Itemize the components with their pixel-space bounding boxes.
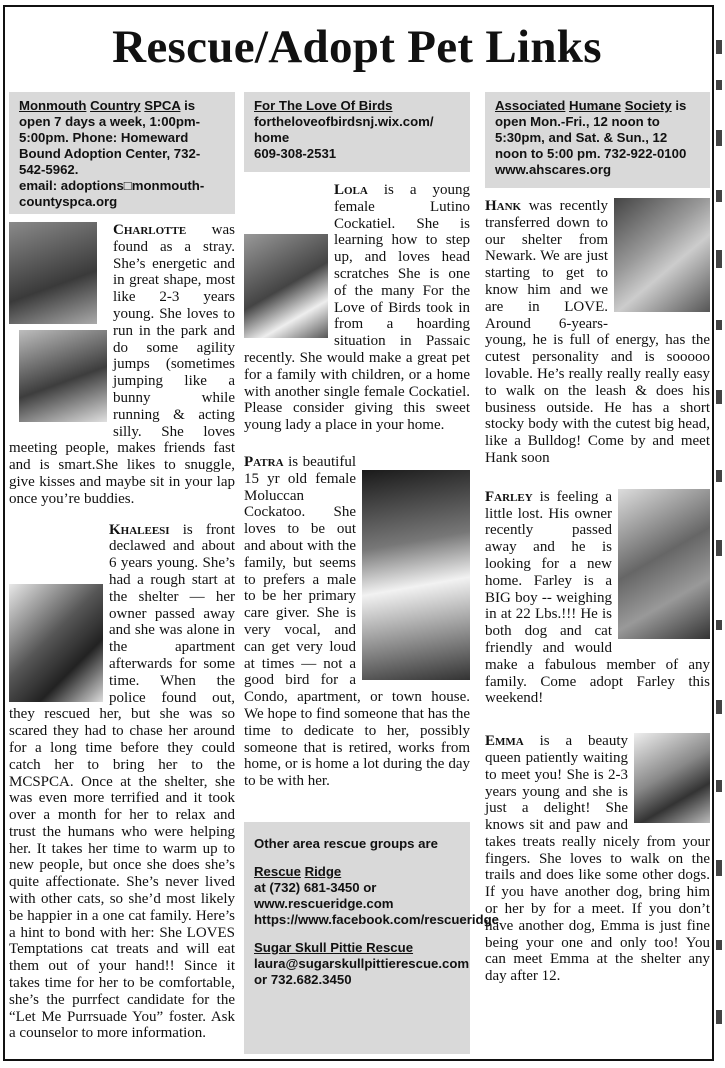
birds-phone: 609-308-2531 bbox=[254, 146, 337, 161]
hank-text: was recently transferred down to our shelter from Newark. We are just starting to get to know him and we are in LOVE. Around 6-years-young, he is full of energy, has the cutest personality and is sooooo lovable. He’s really really really easy to walk on the leash & does his business outside. He has a short stocky body with the cutest big head, like a Bulldog! Come by and meet Hank soon bbox=[485, 198, 710, 466]
emma-name: Emma bbox=[485, 733, 524, 750]
charlotte-name: Charlotte bbox=[113, 222, 187, 238]
farley-name: Farley bbox=[485, 488, 533, 505]
column-monmouth bbox=[9, 92, 235, 1042]
monmouth-org-name[interactable]: Monmouth bbox=[19, 98, 87, 113]
patra-photo bbox=[362, 470, 470, 680]
rescue-ridge-contact[interactable]: at (732) 681-3450 or www.rescueridge.com https://www.facebook.com/rescueridge bbox=[254, 880, 499, 927]
emma-text: is a beauty queen patiently waiting to meet you! She is 2-3 years young and she is just a delight! She knows sit and paw and takes treats really nicely from your fingers. She loves to walk on the trails and does like some other dogs. If you have another dog, bring him or her by for a meet. If you don’t have another dog, Emma is just fine being your one and only too! You can meet Emma at the shelter any day after 12. bbox=[485, 733, 710, 985]
charlotte-text: was found as a stray. She’s energetic and in great shape, most like 2-3 years young. She loves to run in the park and do some agility jumps (sometimes jumping like a bunny while running & acting silly. She loves meeting people, makes friends fast and is smart.She likes to snuggle, give kisses and maybe sit in your lap once you’re buddies. bbox=[9, 222, 235, 507]
sugar-skull-contact[interactable]: laura@sugarskullpittierescue.com or 732.682.3450 bbox=[254, 956, 470, 987]
other-groups-heading: Other area rescue groups are bbox=[254, 836, 438, 851]
monmouth-info-box bbox=[9, 92, 235, 214]
monmouth-org-name-3[interactable]: SPCA bbox=[144, 98, 181, 113]
emma-photo bbox=[634, 733, 710, 823]
khaleesi-name: Khaleesi bbox=[109, 521, 170, 538]
story-emma bbox=[485, 733, 710, 985]
story-farley bbox=[485, 489, 710, 707]
birds-info-box bbox=[244, 92, 470, 172]
hank-photo bbox=[614, 198, 710, 312]
ahs-info-box bbox=[485, 92, 710, 188]
other-groups-box bbox=[244, 822, 499, 1054]
lola-photo bbox=[244, 234, 328, 338]
patra-name: Patra bbox=[244, 453, 284, 470]
column-birds bbox=[244, 92, 499, 987]
page-title: Rescue/Adopt Pet Links bbox=[112, 21, 602, 73]
rescue-ridge-name-2[interactable]: Ridge bbox=[304, 864, 342, 879]
column-ahs bbox=[485, 92, 710, 985]
khaleesi-photo bbox=[9, 584, 103, 702]
ahs-org-name[interactable]: Associated bbox=[495, 98, 566, 113]
page-edge-strip bbox=[714, 0, 725, 1068]
lola-name: Lola bbox=[334, 182, 368, 198]
monmouth-hours: is open 7 days a week, 1:00pm-5:00pm. Phone: Homeward Bound Adoption Center, 732-542-5962. bbox=[19, 98, 201, 177]
farley-text: is feeling a little lost. His owner recently passed away and he is looking for a new home. Farley is a BIG boy -- weighing in at 22 Lbs.!!! He is both dog and cat friendly and would make a fabulous member of any family. Come adopt Farley this weekend! bbox=[485, 488, 710, 707]
ahs-hours: is open Mon.-Fri., 12 noon to 5:30pm, and Sat. & Sun., 12 noon to 5:00 pm. 732-922-0100 www.ahscares.org bbox=[495, 98, 687, 177]
khaleesi-text: is front declawed and about 6 years young. She’s had a rough start at the shelter — her owner passed away and she was alone in the apartment afterwards for some time. When the police found out, they rescued her, but she was so scared they had to chase her around for a long time before they could catch her to bring her to the MCSPCA. Once at the shelter, she was even more terrified and it took over a month for her to relax and trust the humans who were helping her. It takes her time to warm up to new people, but once she does she’s quite affectionate. She’s never lived with other cats, so she’d most likely be happier in a one cat family. Here’s a hint to bond with her: She LOVES Temptations cat treats and will eat them out of your hand!! Since it takes time for her to be comfortable, she’s the purrfect candidate for the “Let Me Purrsuade You” foster. Ask a counselor to more information. bbox=[9, 521, 235, 1042]
patra-text: is beautiful 15 yr old female Moluccan Cockatoo. She loves to be out and about with the family, but seems to prefers a male to be her primary care giver. She is very vocal, and can get very loud at times — not a good bird for a Condo, apartment, or town house. We hope to find someone that has the time to dedicate to her, possibly someone that is retired, works from home, or is home a lot during the day to be with her. bbox=[244, 453, 470, 790]
birds-org-name[interactable]: For The Love Of Birds bbox=[254, 98, 393, 113]
story-hank bbox=[485, 198, 710, 467]
birds-website-2[interactable]: home bbox=[254, 130, 290, 145]
story-lola bbox=[244, 182, 470, 434]
birds-website[interactable]: fortheloveofbirdsnj.wix.com/ bbox=[254, 114, 434, 129]
charlotte-photo bbox=[9, 222, 107, 422]
sugar-skull-name[interactable]: Sugar Skull Pittie Rescue bbox=[254, 940, 414, 955]
ahs-org-name-2[interactable]: Humane bbox=[569, 98, 622, 113]
story-khaleesi bbox=[9, 522, 235, 1043]
hank-name: Hank bbox=[485, 198, 522, 214]
rescue-ridge-name[interactable]: Rescue bbox=[254, 864, 301, 879]
monmouth-org-name-2[interactable]: Country bbox=[90, 98, 141, 113]
farley-photo bbox=[618, 489, 710, 639]
story-charlotte bbox=[9, 222, 235, 508]
ahs-org-name-3[interactable]: Society bbox=[624, 98, 672, 113]
story-patra bbox=[244, 454, 470, 790]
lola-text: is a young female Lutino Cockatiel. She is learning how to step up, and loves head scratches She is one of the many For the Love of Birds took in from a hoarding situation in Passaic recently. She would make a great pet for a family with children, or a home with another single female Cockatiel. Please consider giving this sweet young lady a place in your home. bbox=[244, 182, 470, 434]
monmouth-email[interactable]: email: adoptions□monmouth-countyspca.org bbox=[19, 178, 205, 209]
